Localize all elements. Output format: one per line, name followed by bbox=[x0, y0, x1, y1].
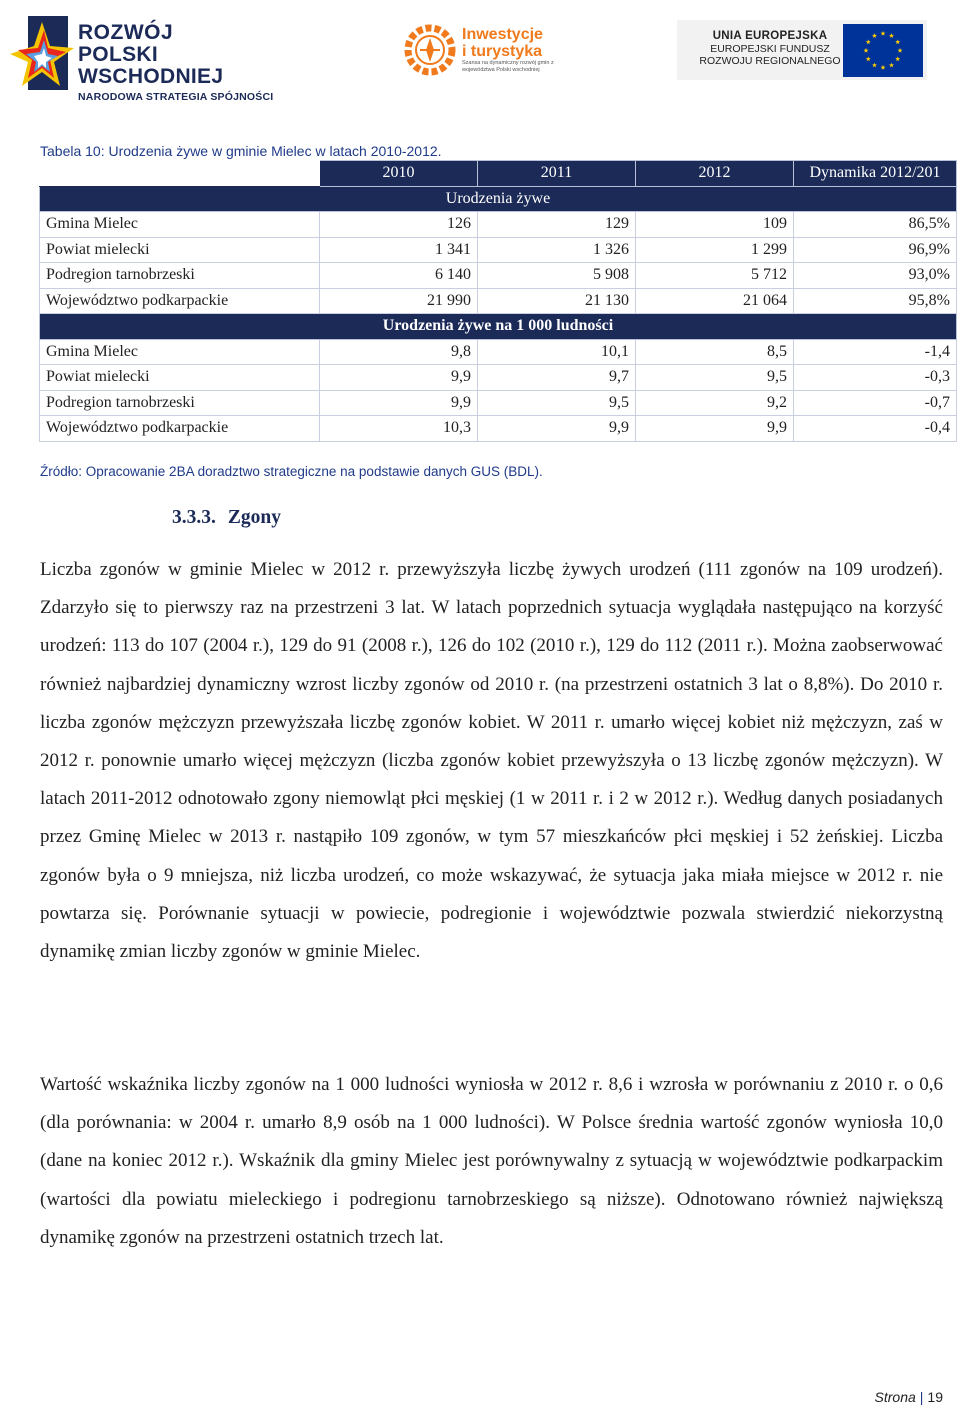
table-section-row bbox=[40, 314, 957, 340]
table-cell: 1 341 bbox=[320, 237, 478, 263]
page-footer bbox=[875, 1389, 943, 1405]
table-cell: 9,2 bbox=[636, 390, 794, 416]
section-title: Zgony bbox=[227, 507, 281, 528]
header-logos bbox=[0, 0, 960, 103]
rpw-star-icon bbox=[8, 10, 74, 92]
inwestycje-i-turystyka-logo bbox=[402, 20, 562, 84]
table-cell: -1,4 bbox=[794, 339, 957, 365]
row-label: Gmina Mielec bbox=[40, 212, 320, 238]
rpw-logo-line2: POLSKI WSCHODNIEJ bbox=[78, 43, 224, 88]
table-cell: 93,0% bbox=[794, 263, 957, 289]
body-paragraph: Liczba zgonów w gminie Mielec w 2012 r. przewyższyła liczbę żywych urodzeń (111 zgonów na 109 urodzeń). Zdarzyło się to pierwszy raz na przestrzeni 3 lat. W latach poprzednich sytuacja wyglądała następująco na korzyść urodzeń: 113 do 107 (2004 r.), 129 do 91 (2008 r.), 126 do 102 (2010 r.), 129 do 112 (2011 r.). Można zaobserwować również najbardziej dynamiczny wzrost liczby zgonów od 2010 r. (na przestrzeni ostatnich 3 lat o 8,8%). Do 2010 r. liczba zgonów mężczyzn przewyższała liczbę zgonów kobiet. W 2011 r. umarło więcej kobiet niż mężczyzn, zaś w 2012 r. ponownie umarło więcej mężczyzn (liczba zgonów kobiet przewyższyła o 13 liczbę zgonów mężczyzn). W latach 2011-2012 odnotowało zgony niemowląt płci męskiej (1 w 2011 r. i 2 w 2012 r.). Według danych posiadanych przez Gminę Mielec w 2013 r. nastąpiło 109 zgonów, w tym 57 mieszkańców płci męskiej i 52 żeńskiej. Liczba zgonów była o 9 mniejsza, niż liczba urodzeń, co może wskazywać, że sytuacja jaka miała miejsce w 2012 r. nie powtarza się. Porównanie sytuacji w powiecie, podregionie i województwie pozwala stwierdzić niekorzystną dynamikę zmian liczby zgonów w gminie Mielec. bbox=[40, 559, 943, 963]
table-cell: 10,1 bbox=[478, 339, 636, 365]
row-label: Województwo podkarpackie bbox=[40, 416, 320, 442]
row-label: Województwo podkarpackie bbox=[40, 288, 320, 314]
row-label: Podregion tarnobrzeski bbox=[40, 390, 320, 416]
table-row bbox=[40, 339, 957, 365]
table-cell: 126 bbox=[320, 212, 478, 238]
page-label: Strona bbox=[874, 1389, 916, 1405]
table-cell: 21 990 bbox=[320, 288, 478, 314]
column-header-2010: 2010 bbox=[320, 161, 478, 187]
section-number: 3.3.3. bbox=[172, 507, 216, 528]
table-cell: 129 bbox=[478, 212, 636, 238]
table-cell: 5 908 bbox=[478, 263, 636, 289]
row-label: Podregion tarnobrzeski bbox=[40, 263, 320, 289]
page-number: 19 bbox=[927, 1389, 943, 1405]
table-corner-cell bbox=[40, 161, 320, 187]
table-cell: 9,9 bbox=[320, 390, 478, 416]
table-row bbox=[40, 390, 957, 416]
table-cell: 9,9 bbox=[636, 416, 794, 442]
iit-logo-line2: i turystyka bbox=[462, 43, 543, 60]
table-cell: 21 064 bbox=[636, 288, 794, 314]
rpw-logo-line1: ROZWÓJ bbox=[78, 21, 174, 44]
section-title: Urodzenia żywe bbox=[40, 186, 957, 212]
unia-europejska-logo bbox=[677, 20, 927, 80]
body-paragraph: Wartość wskaźnika liczby zgonów na 1 000 ludności wyniosła w 2012 r. 8,6 i wzrosła w porównaniu z 2010 r. o 0,6 (dla porównania: w 2004 r. umarło 8,9 osób na 1 000 ludności). W Polsce średnia wartość zgonów wyniosła 10,0 (dane na koniec 2012 r.). Wskaźnik dla gminy Mielec jest porównywalny z sytuacją w województwie podkarpackim (wartości dla powiatu mieleckiego i podregionu tarnobrzeskiego są niższe). Odnotowano również największą dynamikę zgonów na przestrzeni ostatnich trzech lat. bbox=[40, 1074, 943, 1248]
table-source-note: Źródło: Opracowanie 2BA doradztwo strategiczne na podstawie danych GUS (BDL). bbox=[40, 464, 543, 479]
table-cell: 6 140 bbox=[320, 263, 478, 289]
column-header-2012: 2012 bbox=[636, 161, 794, 187]
table-cell: -0,4 bbox=[794, 416, 957, 442]
table-cell: 95,8% bbox=[794, 288, 957, 314]
table-cell: -0,7 bbox=[794, 390, 957, 416]
table-caption: Tabela 10: Urodzenia żywe w gminie Mielec w latach 2010-2012. bbox=[40, 143, 442, 159]
table-cell: 9,5 bbox=[636, 365, 794, 391]
rozwoj-polski-wschodniej-logo bbox=[8, 10, 298, 103]
eu-logo-line2: EUROPEJSKI FUNDUSZ bbox=[710, 43, 830, 55]
compass-gear-icon bbox=[402, 20, 458, 76]
column-header-dynamics: Dynamika 2012/201 bbox=[794, 161, 957, 187]
table-header-row bbox=[40, 161, 957, 187]
table-row bbox=[40, 237, 957, 263]
table-cell: 5 712 bbox=[636, 263, 794, 289]
section-heading bbox=[172, 507, 281, 529]
table-cell: 109 bbox=[636, 212, 794, 238]
iit-logo-tagline: Szansa na dynamiczny rozwój gmin z województwa Polski wschodniej bbox=[462, 60, 554, 73]
row-label: Powiat mielecki bbox=[40, 365, 320, 391]
table-cell: 9,5 bbox=[478, 390, 636, 416]
table-cell: 1 299 bbox=[636, 237, 794, 263]
table-row bbox=[40, 288, 957, 314]
table-row bbox=[40, 416, 957, 442]
row-label: Powiat mielecki bbox=[40, 237, 320, 263]
table-cell: 96,9% bbox=[794, 237, 957, 263]
table-cell: 9,8 bbox=[320, 339, 478, 365]
table-row bbox=[40, 212, 957, 238]
eu-logo-line3: ROZWOJU REGIONALNEGO bbox=[699, 55, 841, 67]
table-cell: 1 326 bbox=[478, 237, 636, 263]
births-table bbox=[39, 160, 957, 442]
table-cell: 8,5 bbox=[636, 339, 794, 365]
section-title: Urodzenia żywe na 1 000 ludności bbox=[40, 314, 957, 340]
footer-separator: | bbox=[919, 1389, 924, 1405]
rpw-logo-line3: NARODOWA STRATEGIA SPÓJNOŚCI bbox=[78, 91, 274, 103]
table-cell: 10,3 bbox=[320, 416, 478, 442]
column-header-2011: 2011 bbox=[478, 161, 636, 187]
table-cell: -0,3 bbox=[794, 365, 957, 391]
table-cell: 9,9 bbox=[478, 416, 636, 442]
table-row bbox=[40, 263, 957, 289]
table-cell: 86,5% bbox=[794, 212, 957, 238]
iit-logo-line1: Inwestycje bbox=[462, 26, 543, 43]
table-cell: 9,9 bbox=[320, 365, 478, 391]
table-row bbox=[40, 365, 957, 391]
row-label: Gmina Mielec bbox=[40, 339, 320, 365]
eu-flag-icon bbox=[843, 24, 923, 77]
table-cell: 21 130 bbox=[478, 288, 636, 314]
table-cell: 9,7 bbox=[478, 365, 636, 391]
eu-logo-line1: UNIA EUROPEJSKA bbox=[712, 30, 828, 42]
table-section-row bbox=[40, 186, 957, 212]
